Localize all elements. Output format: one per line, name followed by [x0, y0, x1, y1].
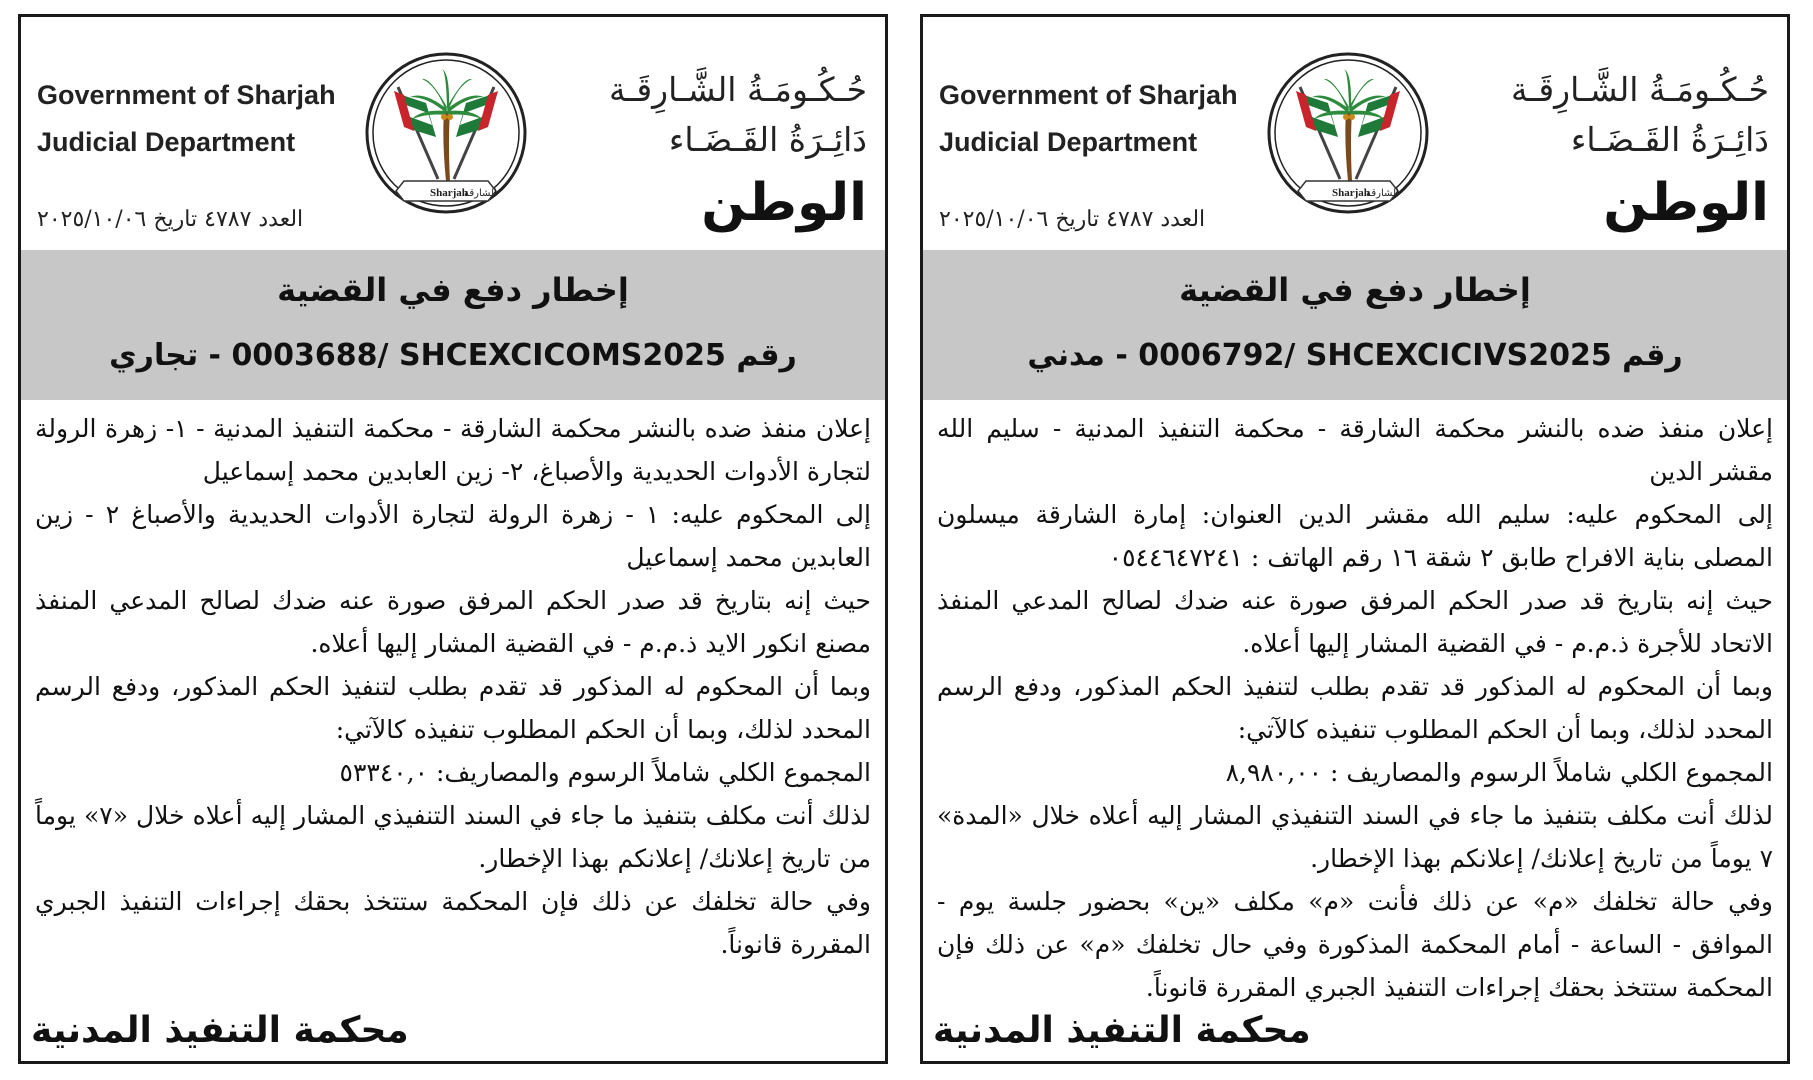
notice-civil	[920, 14, 1790, 1064]
issue-date: العدد ٤٧٨٧ تاريخ ٢٠٢٥/١٠/٠٦	[37, 207, 304, 232]
notice-header	[21, 17, 885, 249]
case-number-label: رقم	[1622, 338, 1683, 373]
paragraph-judgment: حيث إنه بتاريخ قد صدر الحكم المرفق صورة عنه ضدك لصالح المدعي المنفذ الاتحاد للأجرة ذ.م.م - في القضية المشار إليها أعلاه.	[937, 586, 1773, 658]
notice-title: إخطار دفع في القضية	[277, 271, 629, 309]
paragraph-addressee: إلى المحكوم عليه: ١ - زهرة الرولة لتجارة الأدوات الحديدية والأصباغ ٢ - زين العابدين محمد إسماعيل	[35, 500, 871, 572]
case-number-line	[923, 336, 1787, 376]
case-type: - مدني	[1027, 338, 1128, 373]
notice-header	[923, 17, 1787, 249]
government-english	[939, 72, 1239, 166]
court-signature: محكمة التنفيذ المدنية	[933, 1010, 1311, 1051]
case-number-label: رقم	[736, 338, 797, 373]
case-type: - تجاري	[109, 338, 221, 373]
paragraph-obligation: لذلك أنت مكلف بتنفيذ ما جاء في السند التنفيذي المشار إليه أعلاه خلال «المدة» ٧ يوماً من تاريخ إعلانك/ إعلانكم بهذا الإخطار.	[937, 801, 1774, 873]
newspaper-logo: الوطن	[1603, 173, 1769, 233]
court-signature: محكمة التنفيذ المدنية	[31, 1010, 409, 1051]
notice-title: إخطار دفع في القضية	[1179, 271, 1531, 309]
government-arabic	[537, 65, 867, 165]
paragraph-obligation: لذلك أنت مكلف بتنفيذ ما جاء في السند التنفيذي المشار إليه أعلاه خلال «٧» يوماً من تاريخ إعلانك/ إعلانكم بهذا الإخطار.	[35, 801, 872, 873]
gov-en-line2: Judicial Department	[939, 127, 1198, 157]
gov-ar-line1: حُـكُـومَـةُ الشَّـارِقَـة	[1511, 70, 1769, 109]
newspaper-logo: الوطن	[701, 173, 867, 233]
gov-en-line1: Government of Sharjah	[37, 80, 336, 110]
notice-body	[35, 407, 871, 966]
paragraph-request: وبما أن المحكوم له المذكور قد تقدم بطلب لتنفيذ الحكم المذكور، ودفع الرسم المحدد لذلك، وبما أن الحكم المطلوب تنفيذه كالآتي:	[35, 672, 871, 744]
paragraph-addressee: إلى المحكوم عليه: سليم الله مقشر الدين العنوان: إمارة الشارقة ميسلون المصلى بناية الافراح طابق ٢ شقة ١٦ رقم الهاتف : ٠٥٤٤٦٤٧٢٤١	[937, 500, 1773, 572]
gov-ar-line2: دَائِـرَةُ القَـضَـاء	[1570, 120, 1769, 159]
gov-en-line2: Judicial Department	[37, 127, 296, 157]
paragraph-total: المجموع الكلي شاملاً الرسوم والمصاريف : ٨,٩٨٠,٠٠	[1225, 758, 1773, 787]
paragraph-warning: وفي حالة تخلفك عن ذلك فإن المحكمة ستتخذ بحقك إجراءات التنفيذ الجبري المقررة قانوناً.	[35, 887, 871, 959]
gov-ar-line2: دَائِـرَةُ القَـضَـاء	[668, 120, 867, 159]
notice-title-banner	[21, 250, 885, 400]
paragraph-request: وبما أن المحكوم له المذكور قد تقدم بطلب لتنفيذ الحكم المذكور، ودفع الرسم المحدد لذلك، وبما أن الحكم المطلوب تنفيذه كالآتي:	[937, 672, 1773, 744]
case-number: 0006792/ SHCEXCICIVS2025	[1138, 338, 1612, 373]
sharjah-emblem-icon	[364, 51, 528, 215]
emblem-ribbon-text: Sharjah	[1332, 187, 1370, 199]
gov-en-line1: Government of Sharjah	[939, 80, 1238, 110]
sharjah-emblem-icon	[1266, 51, 1430, 215]
paragraph-announcement: إعلان منفذ ضده بالنشر محكمة الشارقة - محكمة التنفيذ المدنية - سليم الله مقشر الدين	[937, 414, 1773, 486]
paragraph-announcement: إعلان منفذ ضده بالنشر محكمة الشارقة - محكمة التنفيذ المدنية - ١- زهرة الرولة لتجارة الأدوات الحديدية والأصباغ، ٢- زين العابدين محمد إسماعيل	[35, 414, 871, 486]
notice-commercial	[18, 14, 888, 1064]
government-english	[37, 72, 337, 166]
gov-ar-line1: حُـكُـومَـةُ الشَّـارِقَـة	[609, 70, 867, 109]
paragraph-warning: وفي حالة تخلفك «م» عن ذلك فأنت «م» مكلف «ين» بحضور جلسة يوم - الموافق - الساعة - أمام المحكمة المذكورة وفي حال تخلفك «م» عن ذلك فإن المحكمة ستتخذ بحقك إجراءات التنفيذ الجبري المقررة قانوناً.	[937, 887, 1773, 1002]
svg-text:الشارقة: الشارقة	[1366, 188, 1399, 199]
svg-text:الشارقة: الشارقة	[464, 188, 497, 199]
issue-date: العدد ٤٧٨٧ تاريخ ٢٠٢٥/١٠/٠٦	[939, 207, 1206, 232]
paragraph-total: المجموع الكلي شاملاً الرسوم والمصاريف: ٥٣٣٤٠,٠	[339, 758, 871, 787]
government-arabic	[1439, 65, 1769, 165]
case-number-line	[21, 336, 885, 376]
notice-title-banner	[923, 250, 1787, 400]
emblem-ribbon-text: Sharjah	[430, 187, 468, 199]
notice-body	[937, 407, 1773, 1009]
case-number: 0003688/ SHCEXCICOMS2025	[231, 338, 726, 373]
paragraph-judgment: حيث إنه بتاريخ قد صدر الحكم المرفق صورة عنه ضدك لصالح المدعي المنفذ مصنع انكور الايد ذ.م.م - في القضية المشار إليها أعلاه.	[35, 586, 871, 658]
